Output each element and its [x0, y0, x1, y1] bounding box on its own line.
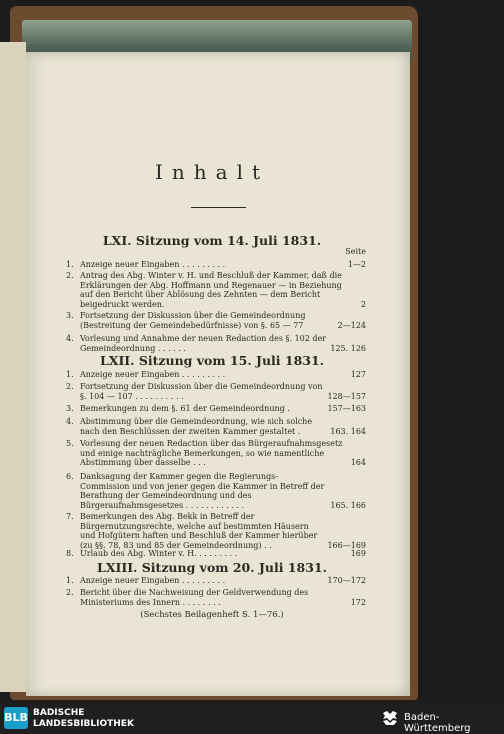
session-title: LXII. Sitzung vom 15. Juli 1831. [99, 353, 325, 368]
entry-page: 169 [350, 549, 366, 558]
toc-entry [66, 311, 366, 330]
supplement-note: (Sechstes Beilagenheft S. 1—76.) [140, 610, 284, 620]
entry-text: Urlaub des Abg. Winter v. H. . . . . . . . . [80, 549, 238, 558]
state-coat-of-arms-icon [380, 708, 400, 728]
entry-text: Fortsetzung der Diskussion über die Gemeindeordnung von §. 104 — 107 . . . . . . . . . . [80, 382, 323, 401]
toc-entry [66, 334, 366, 353]
toc-entry [66, 417, 366, 436]
library-name-line2: LANDESBIBLIOTHEK [33, 719, 134, 729]
entry-number: 8. [66, 549, 74, 558]
entry-page: 170—172 [327, 576, 366, 585]
entry-text: Anzeige neuer Eingaben . . . . . . . . . [80, 260, 226, 269]
book-page [26, 52, 410, 696]
toc-entry [66, 404, 366, 414]
entry-number: 4. [66, 417, 74, 426]
toc-entry [66, 439, 366, 468]
entry-text: Vorlesung der neuen Redaction über das Bürgeraufnahmsgesetz und einige nachträgliche Bemerkungen, so wie namentliche Abstimmung über dasselbe . . . [80, 439, 343, 468]
footer-bar [0, 703, 504, 733]
toc-entry [66, 370, 366, 380]
session-title: LXIII. Sitzung vom 20. Juli 1831. [97, 560, 327, 575]
entry-number: 6. [66, 472, 74, 481]
entry-number: 3. [66, 311, 74, 320]
toc-entry [66, 472, 366, 510]
entry-page: 1—2 [347, 260, 366, 269]
entry-number: 3. [66, 404, 74, 413]
library-logo[interactable]: BLB [4, 707, 28, 729]
entry-number: 2. [66, 588, 74, 597]
entry-text: Bericht über die Nachweisung der Geldverwendung des Ministeriums des Innern . . . . . . . . [80, 588, 309, 607]
heading-rule [191, 207, 246, 208]
toc-entry [66, 260, 366, 270]
entry-number: 1. [66, 370, 74, 379]
library-name-line1: BADISCHE [33, 708, 85, 718]
toc-entry [66, 549, 366, 559]
entry-text: Abstimmung über die Gemeindeordnung, wie sich solche nach den Beschlüssen der zweiten Kammer gestaltet . [80, 417, 313, 436]
entry-page: 2 [360, 299, 366, 309]
entry-number: 5. [66, 439, 74, 448]
entry-number: 7. [66, 512, 74, 521]
toc-entry [66, 271, 366, 309]
entry-text: Anzeige neuer Eingaben . . . . . . . . . [80, 370, 226, 379]
entry-text: Bemerkungen zu dem §. 61 der Gemeindeordnung . [80, 404, 290, 413]
entry-page: 127 [350, 370, 366, 379]
entry-page: 125. 126 [330, 343, 366, 353]
entry-number: 1. [66, 260, 74, 269]
toc-entry [66, 382, 366, 401]
page-heading: Inhalt [154, 160, 270, 184]
toc-entry [66, 576, 366, 586]
entry-page: 163. 164 [330, 426, 366, 436]
facing-page-edge [0, 42, 26, 692]
entry-page: 165. 166 [330, 500, 366, 510]
entry-text: Anzeige neuer Eingaben . . . . . . . . . [80, 576, 226, 585]
state-name[interactable]: Baden-Württemberg [404, 712, 471, 734]
entry-number: 2. [66, 271, 74, 280]
entry-number: 4. [66, 334, 74, 343]
page-column-label: Seite [345, 247, 366, 256]
library-name[interactable] [33, 708, 134, 730]
entry-text: Danksagung der Kammer gegen die Regierungs-Commission und von jener gegen die Kammer in Betreff der Berathung der Gemeindeordnung und des Bürgeraufnahmsgesetzes . . . . . . . . . . . . [80, 472, 325, 510]
session-title: LXI. Sitzung vom 14. Juli 1831. [102, 233, 322, 248]
entry-text: Antrag des Abg. Winter v. H. und Beschluß der Kammer, daß die Erklärungen der Abg. Hoffmann und Regenauer — in Beziehung auf den Bericht über Ablösung des Zehnten — dem Bericht beigedruckt werden. [80, 271, 342, 309]
entry-text: Vorlesung und Annahme der neuen Redaction des §. 102 der Gemeindeordnung . . . . . . [80, 334, 327, 353]
entry-number: 1. [66, 576, 74, 585]
toc-entry [66, 512, 366, 550]
entry-text: Fortsetzung der Diskussion über die Gemeindeordnung (Bestreitung der Gemeindebedürfnisse) von §. 65 — 77 [80, 311, 306, 330]
entry-page: 128—157 [327, 391, 366, 401]
entry-page: 172 [350, 597, 366, 607]
entry-number: 2. [66, 382, 74, 391]
entry-page: 166—169 [327, 540, 366, 550]
entry-page: 164 [350, 458, 366, 468]
toc-entry [66, 588, 366, 607]
entry-text: Bemerkungen des Abg. Bekk in Betreff der Bürgernutzungsrechte, welche auf bestimmten Häusern und Hofgütern haften und Beschluß der Kammer hierüber (zu §§. 78, 83 und 85 der Gemeindeordnung) . . [80, 512, 318, 550]
entry-page: 157—163 [327, 404, 366, 413]
entry-page: 2—124 [337, 320, 366, 330]
